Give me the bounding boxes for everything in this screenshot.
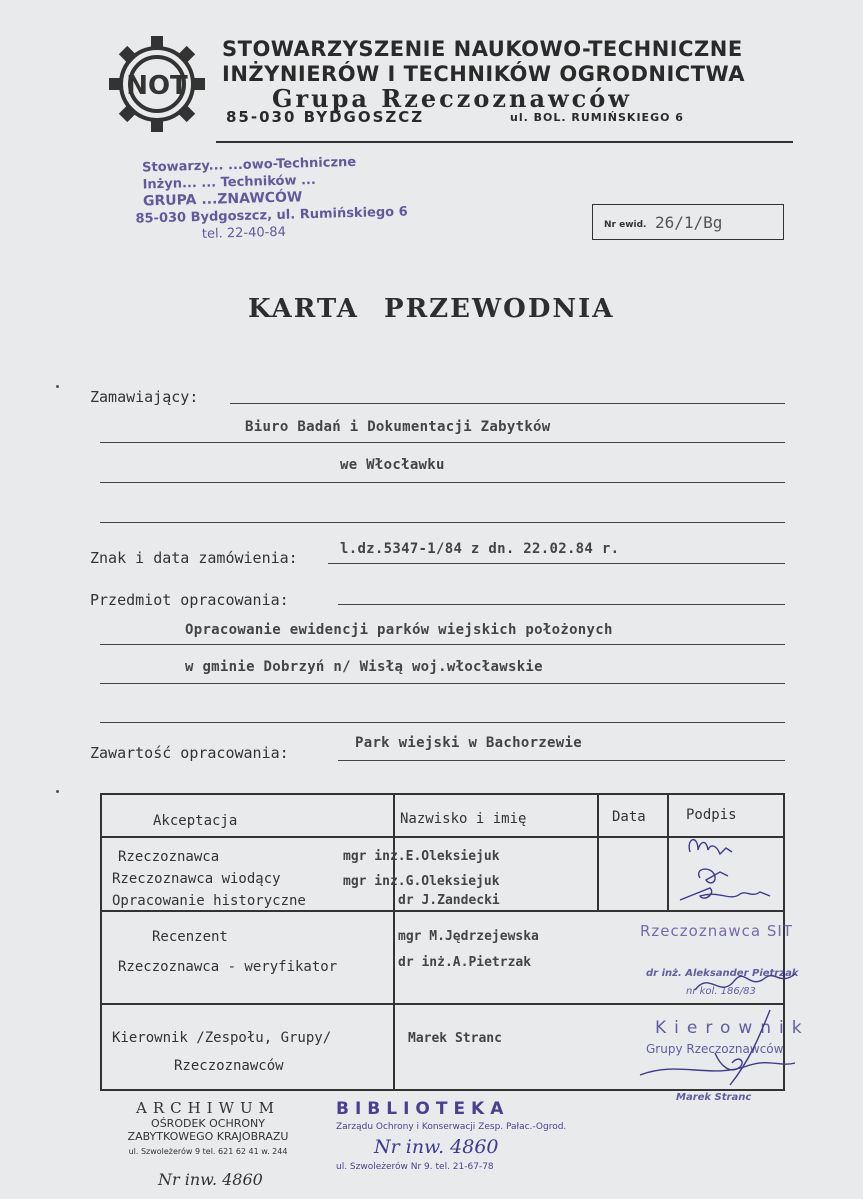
library-line3: ul. Szwoleżerów Nr 9. tel. 21-67-78	[336, 1162, 494, 1172]
form-line	[100, 482, 785, 483]
table-header-acceptance: Akceptacja	[153, 813, 238, 829]
archive-inventory-number: Nr inw. 4860	[158, 1170, 263, 1189]
table-header-name: Nazwisko i imię	[400, 811, 527, 827]
archive-stamp	[103, 1099, 313, 1156]
role-weryfikator: Rzeczoznawca - weryfikator	[118, 959, 338, 975]
name-row1-1: mgr inż.E.Oleksiejuk	[343, 849, 500, 864]
stamp-line4: 85-030 Bydgoszcz, ul. Rumińskiego 6	[135, 204, 408, 227]
reviewer-stamp-name: dr inż. Aleksander Pietrzak	[646, 968, 799, 979]
org-street: ul. BOL. RUMIŃSKIEGO 6	[510, 111, 684, 124]
content-label: Zawartość opracowania:	[90, 744, 289, 762]
stamp-line1: Stowarzy... ...owo-Techniczne	[141, 154, 357, 176]
document-title: KARTA PRZEWODNIA	[248, 294, 615, 324]
library-inventory-number: Nr inw. 4860	[374, 1136, 499, 1158]
role-kierownik: Kierownik /Zespołu, Grupy/	[112, 1030, 332, 1046]
name-row1-3: dr J.Zandecki	[398, 893, 500, 908]
stamp-line2: Inżyn... ... Techników ...	[142, 172, 317, 193]
form-line	[328, 563, 785, 564]
org-group-name: Grupa Rzeczoznawców	[272, 84, 632, 113]
form-line	[100, 442, 785, 443]
orderer-label: Zamawiający:	[90, 388, 199, 406]
stamp-phone: tel. 22-40-84	[201, 224, 287, 242]
archive-line4: ul. Szwoleżerów 9 tel. 621 62 41 w. 244	[128, 1147, 288, 1156]
name-row3: Marek Stranc	[408, 1031, 502, 1046]
form-line	[100, 522, 785, 523]
manager-stamp-name: Marek Stranc	[676, 1092, 752, 1103]
order-ref-value: l.dz.5347-1/84 z dn. 22.02.84 r.	[340, 541, 620, 557]
registry-number: 26/1/Bg	[655, 213, 723, 232]
org-stamp	[135, 153, 408, 245]
archive-line2: OŚRODEK OCHRONY	[151, 1117, 265, 1130]
table-header-date: Data	[612, 809, 646, 825]
margin-dot	[56, 385, 59, 388]
form-line	[100, 722, 785, 723]
archive-line3: ZABYTKOWEGO KRAJOBRAZU	[127, 1130, 289, 1143]
name-row2-1: mgr M.Jędrzejewska	[398, 929, 539, 944]
orderer-value-line2: we Włocławku	[340, 457, 445, 473]
form-line	[100, 683, 785, 684]
registry-label: Nr ewid.	[604, 220, 647, 230]
content-value: Park wiejski w Bachorzewie	[355, 735, 582, 751]
form-line	[338, 604, 785, 605]
manager-stamp-subtitle: Grupy Rzeczoznawców	[646, 1042, 784, 1056]
header-rule	[216, 141, 793, 143]
library-title: BIBLIOTEKA	[336, 1099, 510, 1119]
table-col-divider	[667, 793, 669, 911]
order-ref-label: Znak i data zamówienia:	[90, 549, 298, 567]
name-row1-2: mgr inż.G.Oleksiejuk	[343, 874, 500, 889]
table-col-divider	[393, 793, 395, 1091]
name-row2-2: dr inż.A.Pietrzak	[398, 955, 532, 970]
stamp-line3: GRUPA ...ZNAWCÓW	[142, 189, 303, 210]
subject-value-line1: Opracowanie ewidencji parków wiejskich położonych	[185, 622, 613, 638]
reviewer-stamp-title: Rzeczoznawca SIT	[640, 922, 793, 940]
reviewer-signature	[690, 960, 800, 1005]
role-recenzent: Recenzent	[152, 929, 228, 945]
role-opracowanie-historyczne: Opracowanie historyczne	[112, 893, 306, 909]
org-address: 85-030 BYDGOSZCZ	[226, 108, 425, 126]
role-rzeczoznawcow: Rzeczoznawców	[174, 1058, 284, 1074]
table-col-divider	[597, 793, 599, 911]
form-line	[100, 644, 785, 645]
role-rzeczoznawca-wiodacy: Rzeczoznawca wiodący	[112, 871, 281, 887]
role-rzeczoznawca: Rzeczoznawca	[118, 849, 220, 865]
margin-dot	[56, 790, 59, 793]
orderer-value-line1: Biuro Badań i Dokumentacji Zabytków	[245, 419, 551, 435]
form-line	[338, 760, 785, 761]
subject-value-line2: w gminie Dobrzyń n/ Wisłą woj.włocławskie	[185, 659, 543, 675]
manager-signature	[620, 1005, 800, 1100]
archive-title: ARCHIWUM	[135, 1099, 281, 1117]
form-line	[230, 403, 785, 404]
reviewer-stamp-number: nr kol. 186/83	[686, 986, 756, 997]
library-line2: Zarządu Ochrony i Konserwacji Zesp. Pałac.-Ogrod.	[336, 1122, 567, 1132]
table-header-signature: Podpis	[686, 807, 737, 823]
org-name-line1: STOWARZYSZENIE NAUKOWO-TECHNICZNE	[222, 37, 743, 61]
not-logo-icon	[103, 30, 211, 138]
subject-label: Przedmiot opracowania:	[90, 591, 289, 609]
org-name-line2: INŻYNIERÓW I TECHNIKÓW OGRODNICTWA	[222, 62, 746, 86]
handwritten-signatures-row1	[670, 830, 790, 915]
manager-stamp-title: Kierownik	[655, 1018, 810, 1038]
logo-text: NOT	[126, 71, 188, 101]
